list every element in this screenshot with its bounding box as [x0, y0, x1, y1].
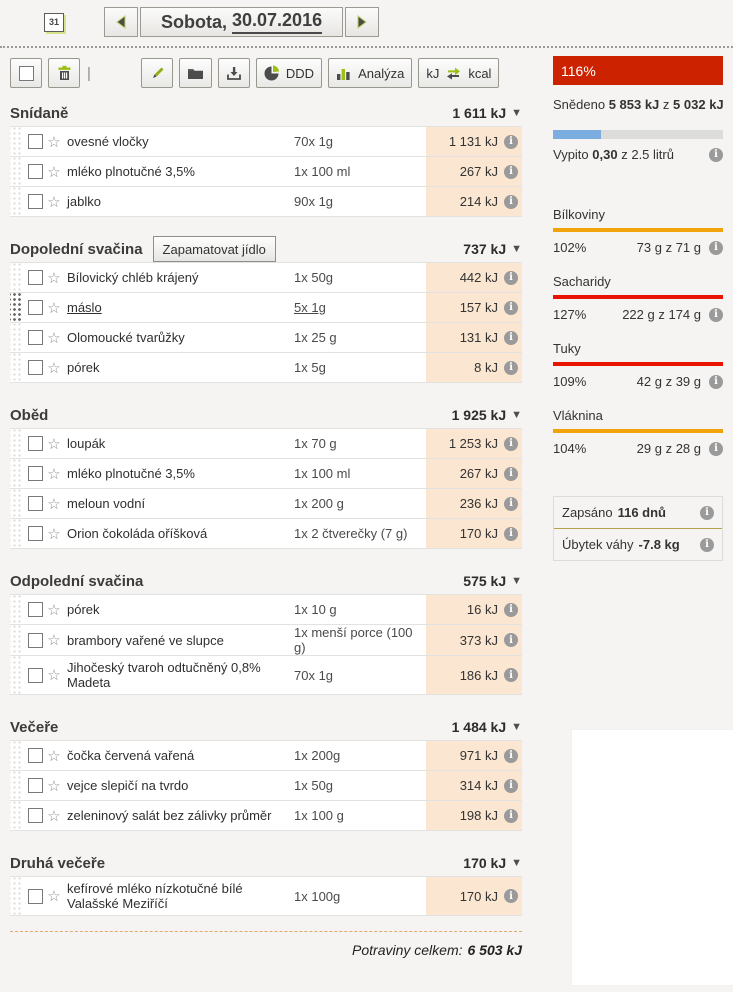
nutrient-vlaknina	[553, 408, 723, 456]
date-navigation	[102, 7, 381, 37]
food-energy: 267 kJ	[459, 466, 498, 481]
calendar-icon[interactable]: 31	[44, 13, 64, 32]
food-name[interactable]: mléko plnotučné 3,5%	[67, 164, 195, 179]
nutrient-tuky	[553, 341, 723, 389]
food-checkbox[interactable]	[28, 808, 43, 823]
food-energy: 157 kJ	[459, 300, 498, 315]
arrow-left-icon	[112, 13, 130, 31]
section-vecere	[10, 714, 522, 831]
food-energy-cell	[426, 801, 522, 830]
favorite-star-icon[interactable]: ☆	[47, 163, 61, 181]
analyza-label: Analýza	[358, 65, 405, 81]
favorite-star-icon[interactable]: ☆	[47, 359, 61, 377]
food-energy-cell	[426, 459, 522, 488]
collapse-caret-icon[interactable]: ▼	[511, 575, 522, 587]
current-date[interactable]	[140, 7, 343, 37]
food-energy-cell	[426, 595, 522, 624]
logged-days-row	[554, 497, 722, 529]
favorite-star-icon[interactable]: ☆	[47, 525, 61, 543]
food-quantity[interactable]: 70x 1g	[294, 134, 334, 149]
kcal-label: kcal	[468, 65, 492, 81]
meal-header	[10, 100, 522, 126]
date-value: 30.07.2016	[232, 10, 322, 34]
info-icon[interactable]: i	[504, 603, 518, 617]
nutrient-percent: 127%	[553, 307, 587, 322]
collapse-caret-icon[interactable]: ▼	[511, 243, 522, 255]
favorite-star-icon[interactable]: ☆	[47, 601, 61, 619]
food-row[interactable]	[10, 353, 522, 383]
meal-header	[10, 568, 522, 594]
favorite-star-icon[interactable]: ☆	[47, 667, 61, 684]
food-energy: 236 kJ	[459, 496, 498, 511]
grand-total	[10, 942, 522, 958]
meal-total: 1 484 kJ	[451, 719, 507, 735]
nutrient-percent: 109%	[553, 374, 587, 389]
top-separator	[0, 46, 733, 48]
food-quantity[interactable]: 1x 50g	[294, 778, 334, 793]
food-name[interactable]: pórek	[67, 360, 100, 375]
collapse-caret-icon[interactable]: ▼	[511, 857, 522, 869]
meal-header	[10, 850, 522, 876]
food-energy: 16 kJ	[466, 602, 498, 617]
favorite-star-icon[interactable]: ☆	[47, 435, 61, 453]
logged-value: 116 dnů	[617, 505, 667, 520]
food-name[interactable]: brambory vařené ve slupce	[67, 632, 224, 648]
food-name[interactable]: pórek	[67, 602, 100, 617]
ddd-button[interactable]	[256, 58, 322, 88]
drag-handle[interactable]	[10, 595, 22, 624]
food-energy-cell	[426, 293, 522, 322]
info-icon[interactable]: i	[709, 375, 723, 389]
food-row[interactable]	[10, 489, 522, 519]
nutrient-percent: 102%	[553, 240, 587, 255]
grand-total-value: 6 503 kJ	[467, 942, 522, 958]
food-quantity[interactable]: 1x 10 g	[294, 602, 337, 617]
summary-sidebar	[553, 56, 723, 561]
food-quantity[interactable]: 1x 2 čtverečky (7 g)	[294, 526, 408, 541]
food-row[interactable]	[10, 157, 522, 187]
food-quantity[interactable]: 70x 1g	[294, 667, 334, 683]
food-energy: 1 131 kJ	[448, 134, 498, 149]
food-row[interactable]	[10, 459, 522, 489]
meal-header	[10, 402, 522, 428]
food-name[interactable]: mléko plnotučné 3,5%	[67, 466, 195, 481]
swap-arrows-icon	[445, 66, 462, 80]
delete-button[interactable]	[48, 58, 80, 88]
food-checkbox[interactable]	[28, 164, 43, 179]
food-energy-cell	[426, 127, 522, 156]
food-quantity[interactable]: 1x 100g	[294, 888, 341, 904]
toolbar	[10, 56, 522, 90]
food-energy: 267 kJ	[459, 164, 498, 179]
food-row[interactable]	[10, 801, 522, 831]
info-icon[interactable]: i	[504, 467, 518, 481]
eaten-goal: 5 032 kJ	[673, 97, 724, 112]
meal-total: 737 kJ	[463, 241, 507, 257]
select-all-button[interactable]	[10, 58, 42, 88]
food-energy-cell	[426, 157, 522, 186]
next-day-button[interactable]	[345, 7, 379, 37]
info-icon[interactable]: i	[504, 889, 518, 903]
favorite-star-icon[interactable]: ☆	[47, 495, 61, 513]
drag-handle[interactable]	[10, 353, 22, 382]
food-row[interactable]	[10, 127, 522, 157]
date-bar	[0, 0, 733, 44]
nutrient-sacharidy	[553, 274, 723, 322]
food-energy: 214 kJ	[459, 194, 498, 209]
favorite-star-icon[interactable]: ☆	[47, 269, 61, 287]
favorite-star-icon[interactable]: ☆	[47, 299, 61, 317]
food-name[interactable]: zeleninový salát bez zálivky průměr	[67, 808, 272, 823]
nutrient-bar	[553, 228, 723, 232]
nutrient-bar	[553, 362, 723, 366]
drag-handle[interactable]	[10, 877, 22, 915]
food-quantity[interactable]: 1x 100 g	[294, 808, 344, 823]
food-energy-cell	[426, 353, 522, 382]
food-name[interactable]: vejce slepičí na tvrdo	[67, 778, 189, 793]
info-icon[interactable]: i	[700, 506, 714, 520]
stats-box	[553, 496, 723, 561]
nutrient-amount: 42 g z 39 g	[636, 374, 701, 389]
food-quantity[interactable]: 1x 200 g	[294, 496, 344, 511]
info-icon[interactable]: i	[504, 668, 518, 682]
food-row[interactable]	[10, 656, 522, 695]
nutrient-name: Vláknina	[553, 408, 603, 423]
food-energy-cell	[426, 771, 522, 800]
drag-handle[interactable]	[10, 771, 22, 800]
info-icon[interactable]: i	[504, 195, 518, 209]
footer-separator	[10, 931, 522, 932]
food-checkbox[interactable]	[28, 134, 43, 149]
drag-handle[interactable]	[10, 157, 22, 186]
food-name[interactable]: loupák	[67, 436, 106, 451]
section-obed	[10, 402, 522, 549]
food-name[interactable]: kefírové mléko nízkotučné bílé Valašské Meziříčí	[67, 881, 243, 911]
water-progress-track	[553, 130, 723, 139]
food-row[interactable]	[10, 595, 522, 625]
eaten-value: 5 853 kJ	[608, 97, 660, 112]
food-checkbox[interactable]	[28, 889, 43, 904]
food-energy-cell	[426, 625, 522, 655]
meal-header	[10, 236, 522, 262]
meal-title: Druhá večeře	[10, 854, 106, 872]
food-diary	[10, 56, 522, 958]
kj-label: kJ	[426, 65, 440, 81]
info-icon[interactable]: i	[504, 809, 518, 823]
energy-percent: 116%	[561, 62, 596, 79]
info-icon[interactable]: i	[504, 165, 518, 179]
saved-meals-button[interactable]	[179, 58, 212, 88]
food-checkbox[interactable]	[28, 748, 43, 763]
weight-loss-row	[554, 529, 722, 560]
info-icon[interactable]: i	[504, 271, 518, 285]
meal-title: Večeře	[10, 718, 59, 736]
drag-handle[interactable]	[10, 187, 22, 216]
info-icon[interactable]: i	[504, 779, 518, 793]
drag-handle[interactable]	[10, 263, 22, 292]
nutrient-name: Sacharidy	[553, 274, 611, 289]
food-row[interactable]	[10, 429, 522, 459]
food-row[interactable]	[10, 323, 522, 353]
food-checkbox[interactable]	[28, 436, 43, 451]
weight-value: -7.8 kg	[638, 537, 680, 552]
food-energy: 971 kJ	[459, 748, 498, 763]
info-icon[interactable]: i	[504, 301, 518, 315]
food-row[interactable]	[10, 625, 522, 656]
food-checkbox[interactable]	[28, 633, 43, 648]
info-icon[interactable]: i	[504, 749, 518, 763]
food-checkbox[interactable]	[28, 194, 43, 209]
food-row[interactable]	[10, 741, 522, 771]
food-row[interactable]	[10, 263, 522, 293]
meal-title: Oběd	[10, 406, 49, 424]
favorite-star-icon[interactable]: ☆	[47, 747, 61, 765]
drag-handle[interactable]	[10, 625, 22, 655]
drag-handle[interactable]	[10, 323, 22, 352]
nutrient-bilkoviny	[553, 207, 723, 255]
info-icon[interactable]: i	[700, 538, 714, 552]
food-checkbox[interactable]	[28, 496, 43, 511]
nutrient-name: Bílkoviny	[553, 207, 606, 222]
prev-day-button[interactable]	[104, 7, 138, 37]
water-label: Vypito	[553, 147, 589, 162]
bar-chart-icon	[336, 66, 352, 81]
favorite-star-icon[interactable]: ☆	[47, 632, 61, 649]
meal-title: Odpolední svačina	[10, 572, 144, 590]
info-icon[interactable]: i	[709, 241, 723, 255]
info-icon[interactable]: i	[504, 135, 518, 149]
food-energy: 170 kJ	[459, 526, 498, 541]
drag-handle[interactable]	[10, 656, 22, 694]
remember-meal-button[interactable]: Zapamatovat jídlo	[153, 236, 276, 262]
favorite-star-icon[interactable]: ☆	[47, 777, 61, 795]
meal-total: 1 925 kJ	[451, 407, 507, 423]
drag-handle[interactable]	[10, 489, 22, 518]
weight-label: Úbytek váhy	[562, 537, 634, 552]
food-quantity[interactable]: 1x 50g	[294, 270, 334, 285]
content-placeholder	[571, 729, 733, 986]
food-checkbox[interactable]	[28, 526, 43, 541]
food-quantity[interactable]: 1x 25 g	[294, 330, 337, 345]
food-name[interactable]: Orion čokoláda oříšková	[67, 526, 208, 541]
meal-title: Dopolední svačina	[10, 240, 143, 258]
food-energy: 8 kJ	[474, 360, 498, 375]
food-energy-cell	[426, 263, 522, 292]
food-checkbox[interactable]	[28, 360, 43, 375]
section-odpoledni-svacina	[10, 568, 522, 695]
info-icon[interactable]: i	[504, 437, 518, 451]
analyza-button[interactable]	[328, 58, 412, 88]
download-icon	[226, 66, 242, 81]
food-name[interactable]: ovesné vločky	[67, 134, 149, 149]
food-name[interactable]: Jihočeský tvaroh odtučněný 0,8% Madeta	[67, 660, 261, 690]
energy-progress-bar	[553, 56, 723, 85]
food-energy: 373 kJ	[459, 632, 498, 648]
pie-chart-icon	[264, 65, 280, 81]
info-icon[interactable]: i	[709, 148, 723, 162]
food-name[interactable]: čočka červená vařená	[67, 748, 195, 763]
food-name[interactable]: Olomoucké tvarůžky	[67, 330, 185, 345]
grand-total-label: Potraviny celkem:	[352, 942, 463, 958]
save-day-button[interactable]	[218, 58, 250, 88]
water-of: z	[621, 147, 628, 162]
food-row-hovered[interactable]	[10, 293, 522, 323]
info-icon[interactable]: i	[504, 527, 518, 541]
info-icon[interactable]: i	[504, 497, 518, 511]
folder-icon	[187, 67, 204, 80]
food-energy-cell	[426, 656, 522, 694]
food-quantity[interactable]: 1x 70 g	[294, 436, 337, 451]
nutrient-percent: 104%	[553, 441, 587, 456]
food-name[interactable]: Bílovický chléb krájený	[67, 270, 199, 285]
drag-handle[interactable]	[10, 429, 22, 458]
info-icon[interactable]: i	[504, 331, 518, 345]
food-energy-cell	[426, 489, 522, 518]
water-progress-fill	[553, 130, 601, 139]
food-energy: 170 kJ	[459, 888, 498, 904]
food-energy: 198 kJ	[459, 808, 498, 823]
logged-label: Zapsáno	[562, 505, 613, 520]
food-name[interactable]: máslo	[67, 300, 102, 315]
favorite-star-icon[interactable]: ☆	[47, 193, 61, 211]
nutrient-amount: 222 g z 174 g	[622, 307, 701, 322]
food-row[interactable]	[10, 877, 522, 916]
food-checkbox[interactable]	[28, 300, 43, 315]
water-summary	[553, 147, 723, 162]
food-energy: 442 kJ	[459, 270, 498, 285]
info-icon[interactable]: i	[709, 308, 723, 322]
nutrient-bar	[553, 295, 723, 299]
food-row[interactable]	[10, 187, 522, 217]
food-quantity[interactable]: 1x 100 ml	[294, 466, 351, 481]
edit-button[interactable]	[141, 58, 173, 88]
favorite-star-icon[interactable]: ☆	[47, 888, 61, 905]
collapse-caret-icon[interactable]: ▼	[511, 721, 522, 733]
drag-handle[interactable]	[10, 801, 22, 830]
food-energy-cell	[426, 323, 522, 352]
eaten-of: z	[662, 97, 670, 112]
favorite-star-icon[interactable]: ☆	[47, 807, 61, 825]
food-checkbox[interactable]	[28, 668, 43, 683]
arrow-right-icon	[353, 13, 371, 31]
meal-header	[10, 714, 522, 740]
nutrient-name: Tuky	[553, 341, 581, 356]
ddd-label: DDD	[285, 65, 315, 81]
food-energy: 314 kJ	[459, 778, 498, 793]
nutrient-amount: 73 g z 71 g	[636, 240, 701, 255]
unit-toggle-button[interactable]	[418, 58, 499, 88]
checkbox-icon	[19, 66, 34, 81]
favorite-star-icon[interactable]: ☆	[47, 329, 61, 347]
food-energy-cell	[426, 741, 522, 770]
food-name[interactable]: jablko	[67, 194, 101, 209]
meal-title: Snídaně	[10, 104, 69, 122]
nutrient-amount: 29 g z 28 g	[636, 441, 701, 456]
drag-handle[interactable]	[10, 459, 22, 488]
info-icon[interactable]: i	[504, 633, 518, 647]
food-energy-cell	[426, 187, 522, 216]
water-value: 0,30	[592, 147, 618, 162]
food-checkbox[interactable]	[28, 330, 43, 345]
section-snidane	[10, 100, 522, 217]
section-druha-vecere	[10, 850, 522, 916]
food-checkbox[interactable]	[28, 270, 43, 285]
info-icon[interactable]: i	[709, 442, 723, 456]
trash-icon	[57, 65, 72, 81]
food-energy-cell	[426, 877, 522, 915]
food-quantity[interactable]: 1x 200g	[294, 748, 341, 763]
favorite-star-icon[interactable]: ☆	[47, 133, 61, 151]
meal-total: 1 611 kJ	[452, 105, 507, 121]
food-energy: 1 253 kJ	[448, 436, 498, 451]
food-quantity[interactable]: 1x 5g	[294, 360, 326, 375]
collapse-caret-icon[interactable]: ▼	[511, 107, 522, 119]
drag-handle[interactable]	[10, 127, 22, 156]
food-quantity[interactable]: 90x 1g	[294, 194, 334, 209]
eaten-summary	[553, 97, 723, 112]
nutrient-bar	[553, 429, 723, 433]
food-quantity[interactable]: 1x menší porce (100 g)	[294, 625, 413, 655]
pencil-icon	[149, 65, 165, 81]
toolbar-separator: |	[87, 64, 91, 82]
food-energy: 131 kJ	[459, 330, 498, 345]
food-energy-cell	[426, 429, 522, 458]
food-energy: 186 kJ	[459, 667, 498, 683]
food-row[interactable]	[10, 519, 522, 549]
day-name: Sobota,	[161, 11, 227, 32]
meal-total: 170 kJ	[463, 855, 507, 871]
food-checkbox[interactable]	[28, 466, 43, 481]
food-name[interactable]: meloun vodní	[67, 496, 146, 511]
section-dopoledni-svacina	[10, 236, 522, 383]
water-goal: 2.5 litrů	[631, 147, 674, 162]
collapse-caret-icon[interactable]: ▼	[511, 409, 522, 421]
drag-handle[interactable]	[10, 519, 22, 548]
info-icon[interactable]: i	[504, 361, 518, 375]
food-energy-cell	[426, 519, 522, 548]
drag-handle[interactable]	[10, 293, 22, 322]
drag-handle[interactable]	[10, 741, 22, 770]
favorite-star-icon[interactable]: ☆	[47, 465, 61, 483]
food-row[interactable]	[10, 771, 522, 801]
food-checkbox[interactable]	[28, 602, 43, 617]
food-quantity[interactable]: 5x 1g	[294, 300, 326, 315]
food-quantity[interactable]: 1x 100 ml	[294, 164, 351, 179]
meal-total: 575 kJ	[463, 573, 507, 589]
food-checkbox[interactable]	[28, 778, 43, 793]
eaten-label: Snědeno	[553, 97, 606, 112]
